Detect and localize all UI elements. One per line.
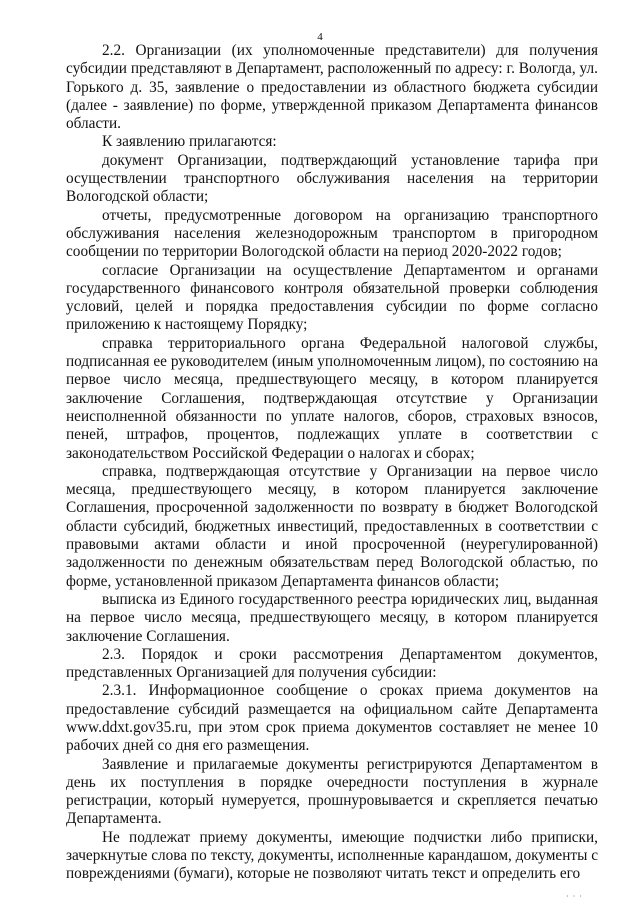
paragraph-attachments-intro: К заявлению прилагаются:: [102, 133, 277, 151]
paragraph-debt-certificate: справка, подтверждающая отсутствие у Организации на первое число месяца, предшествующего месяцу, в котором планируется заключение Соглашения, просроченной задолженности по возврату в бюджет Вологодской области субсидий, бюджетных инвестиций, предоставленных в соответствии с правовыми актами области и иной просроченной (неурегулированной) задолженности по денежным обязательствам перед Вологодской областью, по форме, установленной приказом Департамента финансов области;: [66, 462, 598, 590]
paragraph-registration: Заявление и прилагаемые документы регистрируются Департаментом в день их поступления в порядке очередности поступления в журнале регистрации, который нумеруется, прошнуровывается и скрепляется печатью Департамента.: [66, 755, 598, 828]
paragraph-2-2: 2.2. Организации (их уполномоченные представители) для получения субсидии представляют в Департамент, расположенный по адресу: г. Вологда, ул. Горького д. 35, заявление о предоставлении из областного бюджета субсидии (далее - заявление) по форме, утвержденной приказом Департамента финансов области.: [66, 42, 598, 133]
paragraph-consent: согласие Организации на осуществление Департаментом и органами государственного финансового контроля обязательной проверки соблюдения условий, целей и порядка предоставления субсидии по форме согласно приложению к настоящему Порядку;: [66, 261, 598, 334]
paragraph-egrul-extract: выписка из Единого государственного реестра юридических лиц, выданная на первое число месяца, предшествующего месяцу, в котором планируется заключение Соглашения.: [66, 590, 598, 645]
paragraph-tariff-document: документ Организации, подтверждающий установление тарифа при осуществлении транспортного обслуживания населения на территории Вологодской области;: [66, 151, 598, 206]
paragraph-2-3: 2.3. Порядок и сроки рассмотрения Департаментом документов, представленных Организацией для получения субсидии:: [66, 645, 598, 682]
document-body: [66, 42, 598, 884]
page-number: 4: [317, 31, 323, 43]
paragraph-2-3-1: 2.3.1. Информационное сообщение о сроках приема документов на предоставление субсидий размещается на официальном сайте Департамента www.ddxt.gov35.ru, при этом срок приема документов составляет не менее 10 рабочих дней со дня его размещения.: [66, 682, 598, 755]
paragraph-reports: отчеты, предусмотренные договором на организацию транспортного обслуживания населения железнодорожным транспортом в пригородном сообщении по территории Вологодской области на период 2020-2022 годов;: [66, 206, 598, 261]
paragraph-tax-certificate: справка территориального органа Федеральной налоговой службы, подписанная ее руководителем (иным уполномоченным лицом), по состоянию на первое число месяца, предшествующего месяцу, в котором планируется заключение Соглашения, подтверждающая отсутствие у Организации неисполненной обязанности по уплате налогов, сборов, страховых взносов, пеней, штрафов, процентов, подлежащих уплате в соответствии с законодательством Российской Федерации о налогах и сборах;: [66, 334, 598, 462]
scan-corner-mark: · · ·: [566, 892, 583, 901]
paragraph-rejection: Не подлежат приему документы, имеющие подчистки либо приписки, зачеркнутые слова по тексту, документы, исполненные карандашом, документы с повреждениями (бумаги), которые не позволяют читать текст и определить его: [66, 828, 598, 883]
